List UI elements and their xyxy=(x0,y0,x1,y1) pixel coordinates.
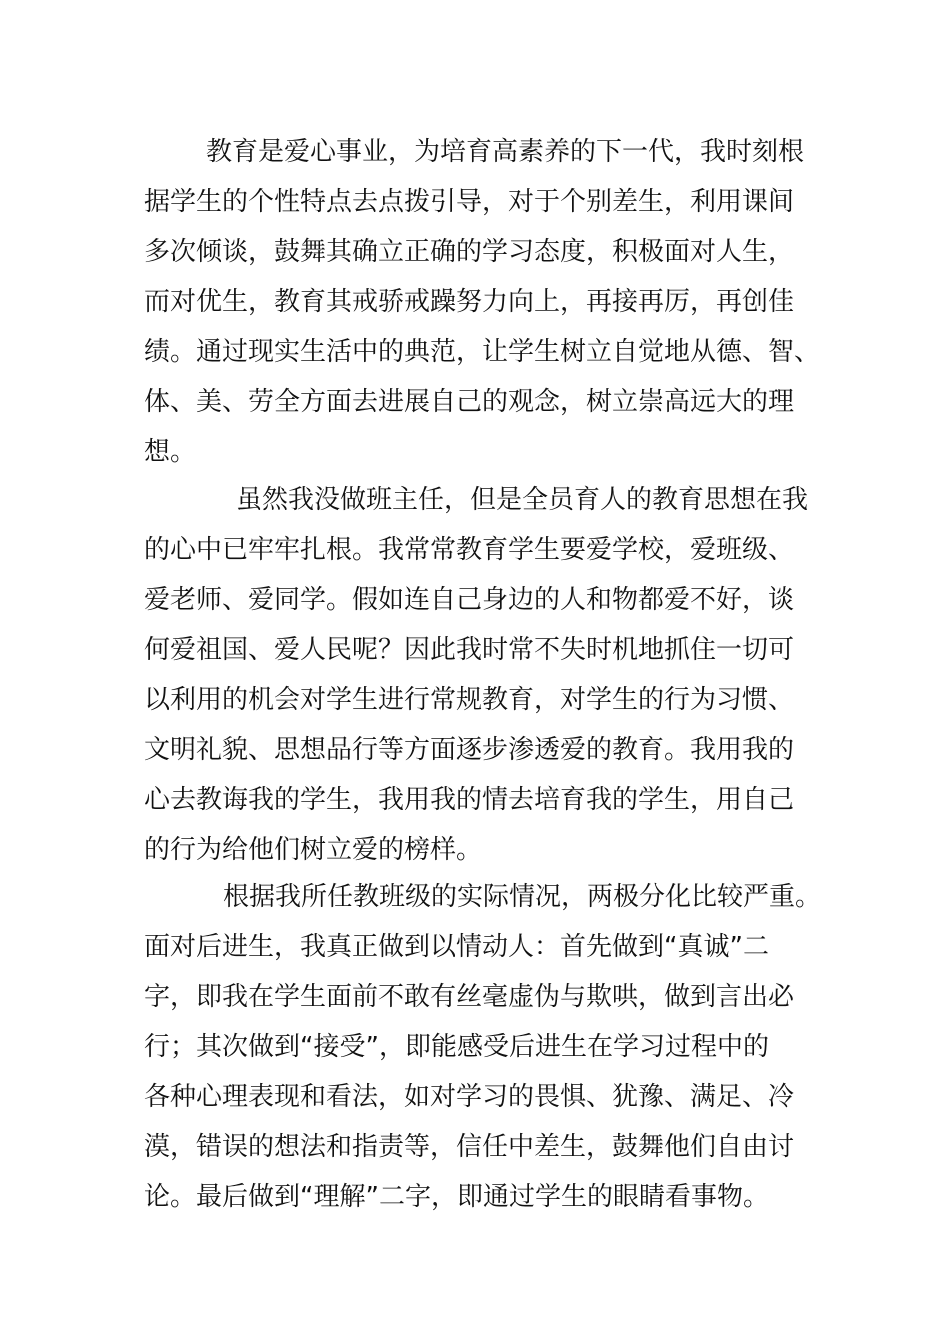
text-line: 体、美、劳全方面去进展自己的观念，树立崇高远大的理 xyxy=(144,387,795,417)
text-line: 面对后进生，我真正做到以情动人：首先做到“真诚”二 xyxy=(144,932,769,962)
text-line: 何爱祖国、爱人民呢？因此我时常不失时机地抓住一切可 xyxy=(144,635,795,665)
text-line: 虽然我没做班主任，但是全员育人的教育思想在我 xyxy=(236,485,809,515)
text-line: 多次倾谈，鼓舞其确立正确的学习态度，积极面对人生， xyxy=(144,237,795,267)
text-line: 漠，错误的想法和指责等，信任中差生，鼓舞他们自由讨 xyxy=(144,1132,795,1162)
text-line: 以利用的机会对学生进行常规教育，对学生的行为习惯、 xyxy=(144,685,795,715)
text-line: 各种心理表现和看法，如对学习的畏惧、犹豫、满足、冷 xyxy=(144,1082,795,1112)
text-line: 爱老师、爱同学。假如连自己身边的人和物都爱不好，谈 xyxy=(144,585,795,615)
text-line: 行；其次做到“接受”，即能感受后进生在学习过程中的 xyxy=(144,1032,769,1062)
paragraph-1 xyxy=(144,127,821,477)
text-line: 根据我所任教班级的实际情况，两极分化比较严重。 xyxy=(223,882,822,912)
text-line: 心去教诲我的学生，我用我的情去培育我的学生，用自己 xyxy=(144,785,795,815)
paragraph-2 xyxy=(144,475,809,875)
text-line: 的行为给他们树立爱的榜样。 xyxy=(144,835,483,865)
text-line: 的心中已牢牢扎根。我常常教育学生要爱学校，爱班级、 xyxy=(144,535,795,565)
text-line: 绩。通过现实生活中的典范，让学生树立自觉地从德、智、 xyxy=(144,337,821,367)
text-line: 文明礼貌、思想品行等方面逐步渗透爱的教育。我用我的 xyxy=(144,735,795,765)
text-line: 教育是爱心事业，为培育高素养的下一代，我时刻根 xyxy=(206,137,805,167)
text-line: 字，即我在学生面前不敢有丝毫虚伪与欺哄，做到言出必 xyxy=(144,982,795,1012)
text-line: 据学生的个性特点去点拨引导，对于个别差生，利用课间 xyxy=(144,187,795,217)
paragraph-3 xyxy=(144,872,822,1222)
text-line: 论。最后做到“理解”二字，即通过学生的眼睛看事物。 xyxy=(144,1182,769,1212)
text-line: 想。 xyxy=(144,437,197,467)
text-line: 而对优生，教育其戒骄戒躁努力向上，再接再厉，再创佳 xyxy=(144,287,795,317)
